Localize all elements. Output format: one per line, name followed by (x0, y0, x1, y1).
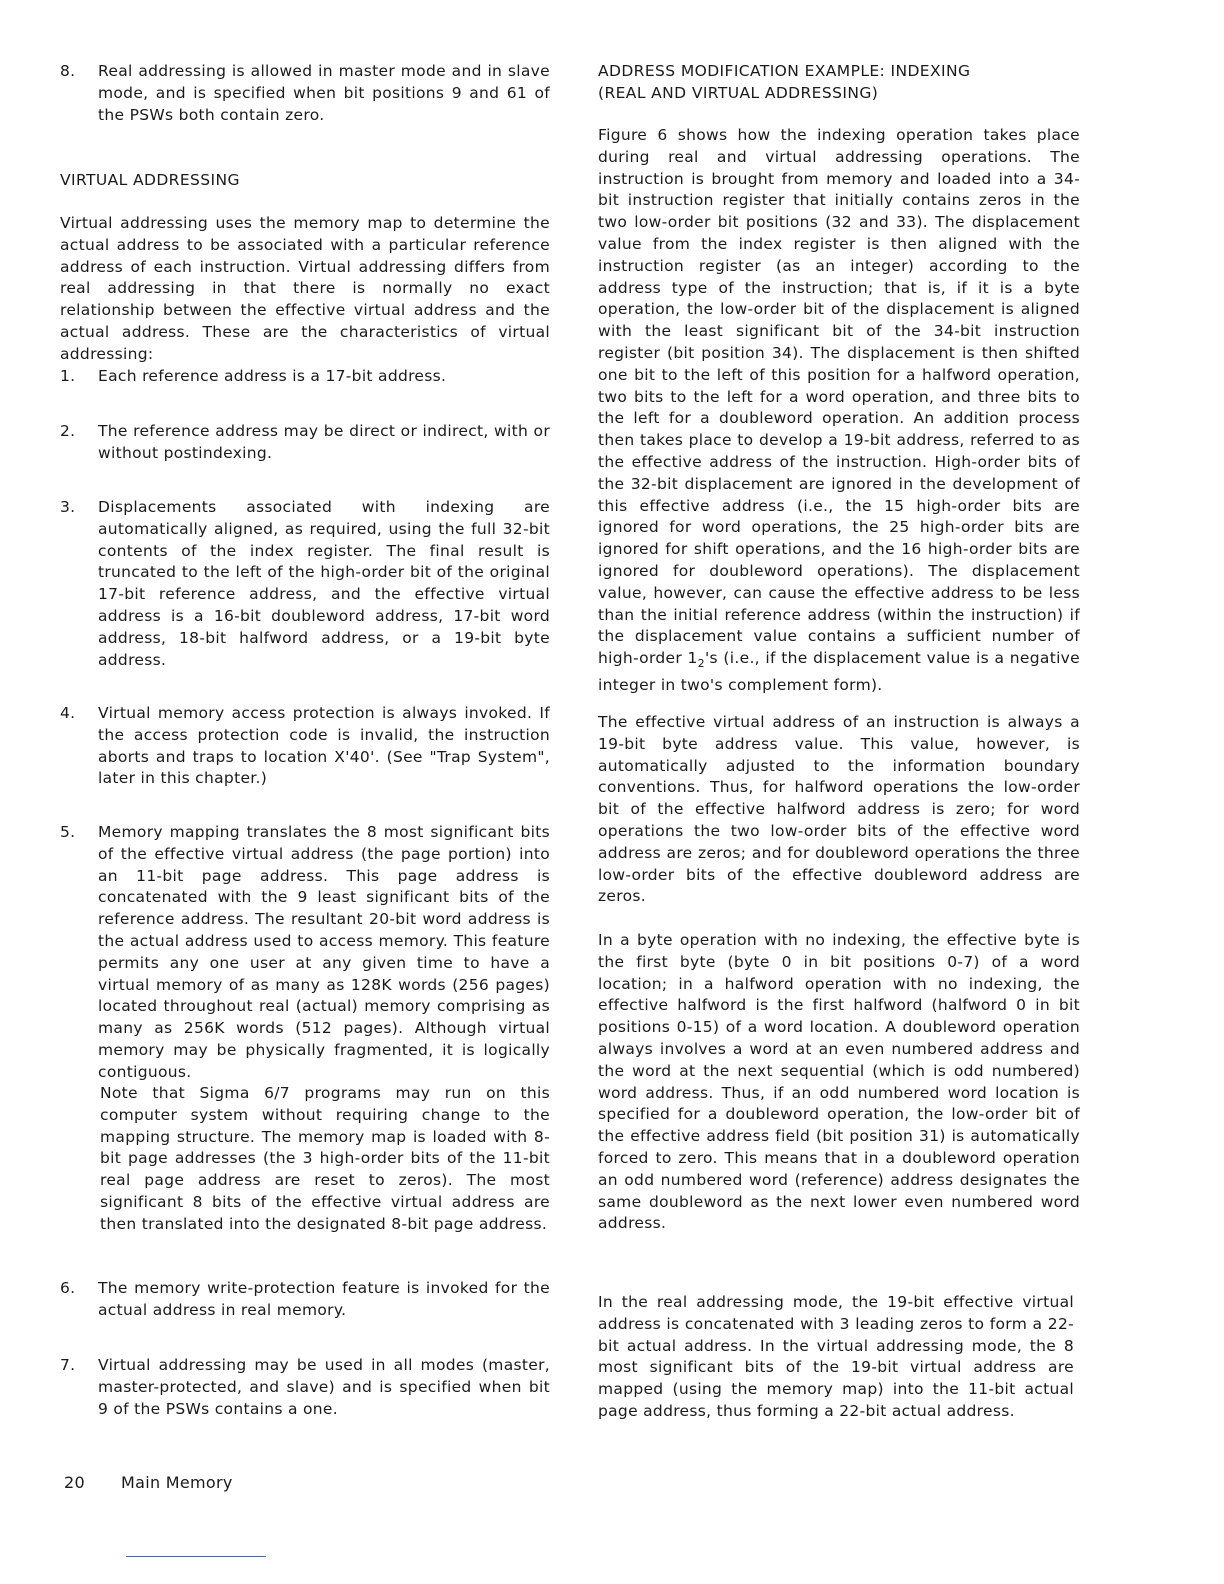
list-text: The memory write-protection feature is invoked for the actual address in real memory. (98, 1279, 550, 1319)
list-number: 3. (60, 498, 76, 516)
list-item-3 (60, 497, 550, 671)
list-text: Memory mapping translates the 8 most significant bits of the effective virtual address (the page portion) into an 11-bit page address. This page address is concatenated with the 9 least significant bits of the reference address. The resultant 20-bit word address is the actual address used to access memory. This feature permits any one user at any given time to have a virtual memory of as many as 128K words (256 pages) located throughout real (actual) memory comprising as many as 256K words (512 pages). Although virtual memory may be physically fragmented, it is logically contiguous. (98, 823, 550, 1081)
list-number: 6. (60, 1279, 76, 1297)
page-number: 20 (64, 1473, 85, 1492)
paragraph-text-end: 's (i.e., if the displacement value is a negative integer in two's complement form). (598, 649, 1080, 695)
section-heading-virtual-addressing: VIRTUAL ADDRESSING (60, 171, 240, 189)
list-number: 5. (60, 823, 76, 841)
list-number: 4. (60, 704, 76, 722)
paragraph-indexing-figure (598, 125, 1080, 697)
paragraph-byte-operation: In a byte operation with no indexing, the effective byte is the first byte (byte 0 in bit positions 0-7) of a word location; in a halfword operation with no indexing, the effective halfword is the first halfword (halfword 0 in bit positions 0-15) of a word location. A doubleword operation always involves a word at an even numbered address and the word at the next sequential (which is odd numbered) word address. Thus, if an odd numbered word location is specified for a doubleword operation, the low-order bit of the effective address field (bit position 31) is automatically forced to zero. This means that in a doubleword operation an odd numbered word (reference) address designates the same doubleword as the next lower even numbered word address. (598, 931, 1080, 1233)
list-number: 1. (60, 367, 76, 385)
paragraph-real-mode: In the real addressing mode, the 19-bit effective virtual address is concatenated with 3 leading zeros to form a 22-bit actual address. In the virtual addressing mode, the 8 most significant bits of the 19-bit virtual address are mapped (using the memory map) into the 11-bit actual page address, thus forming a 22-bit actual address. (598, 1293, 1074, 1420)
list-text: Each reference address is a 17-bit address. (98, 367, 447, 385)
list-text: The reference address may be direct or indirect, with or without postindexing. (98, 422, 550, 462)
list-number: 7. (60, 1356, 76, 1374)
list-item-8 (60, 61, 550, 126)
list-number: 8. (60, 62, 76, 80)
list-item-6 (60, 1278, 550, 1322)
list-item-2 (60, 421, 550, 465)
paragraph-effective-address: The effective virtual address of an instruction is always a 19-bit byte address value. This value, however, is automatically adjusted to the information boundary conventions. Thus, for halfword operations the low-order bit of the effective halfword address is zero; for word operations the two low-order bits of the effective word address are zeros; and for doubleword operations the three low-order bits of the effective doubleword address are zeros. (598, 713, 1080, 906)
subscript-text: 2 (697, 657, 705, 671)
heading-line-1: ADDRESS MODIFICATION EXAMPLE: INDEXING (598, 62, 971, 80)
list-text: Real addressing is allowed in master mode and in slave mode, and is specified when bit positions 9 and 61 of the PSWs both contain zero. (98, 62, 550, 124)
list-item-5 (60, 822, 550, 1084)
section-heading-indexing (598, 61, 970, 105)
heading-line-2: (REAL AND VIRTUAL ADDRESSING) (598, 83, 879, 102)
list-number: 2. (60, 422, 76, 440)
list-text: Displacements associated with indexing are automatically aligned, as required, using the full 32-bit contents of the index register. The final result is truncated to the left of the high-order bit of the original 17-bit reference address, and the effective virtual address is a 16-bit doubleword address, 17-bit word address, 18-bit halfword address, or a 19-bit byte address. (98, 498, 550, 669)
intro-paragraph: Virtual addressing uses the memory map to determine the actual address to be associated with a particular reference address of each instruction. Virtual addressing differs from real addressing in that there is normally no exact relationship between the effective virtual address and the actual address. These are the characteristics of virtual addressing: (60, 214, 550, 363)
footer-section-title: Main Memory (121, 1473, 233, 1492)
note-paragraph: Note that Sigma 6/7 programs may run on this computer system without requiring change to the mapping structure. The memory map is loaded with 8-bit page addresses (the 3 high-order bits of the 11-bit real page address are reset to zeros). The most significant 8 bits of the effective virtual address are then translated into the designated 8-bit page address. (100, 1084, 550, 1233)
list-item-7 (60, 1355, 550, 1420)
list-text: Virtual addressing may be used in all modes (master, master-protected, and slave) and is specified when bit 9 of the PSWs contains a one. (98, 1356, 550, 1418)
list-item-1 (60, 366, 550, 388)
scan-artifact-line (126, 1556, 266, 1557)
list-item-4 (60, 703, 550, 790)
paragraph-text: Figure 6 shows how the indexing operation takes place during real and virtual addressing operations. The instruction is brought from memory and loaded into a 34-bit instruction register that initially contains zeros in the two low-order bit positions (32 and 33). The displacement value from the index register is then aligned with the instruction register (as an integer) according to the address type of the instruction; that is, if it is a byte operation, the low-order bit of the displacement is aligned with the least significant bit of the 34-bit instruction register (bit position 34). The displacement is then shifted one bit to the left of this position for a halfword operation, two bits to the left for a word operation, and three bits to the left for a doubleword operation. An addition process then takes place to develop a 19-bit address, referred to as the effective address of the instruction. High-order bits of the 32-bit displacement are ignored in the development of this effective address (i.e., the 15 high-order bits are ignored for word operations, the 25 high-order bits are ignored for shift operations, and the 16 high-order bits are ignored for doubleword operations). The displacement value, however, can cause the effective address to be less than the initial reference address (within the instruction) if the displacement value contains a sufficient number of high-order 1 (598, 126, 1080, 668)
list-text: Virtual memory access protection is always invoked. If the access protection code is invalid, the instruction aborts and traps to location X'40'. (See "Trap System", later in this chapter.) (98, 704, 550, 788)
